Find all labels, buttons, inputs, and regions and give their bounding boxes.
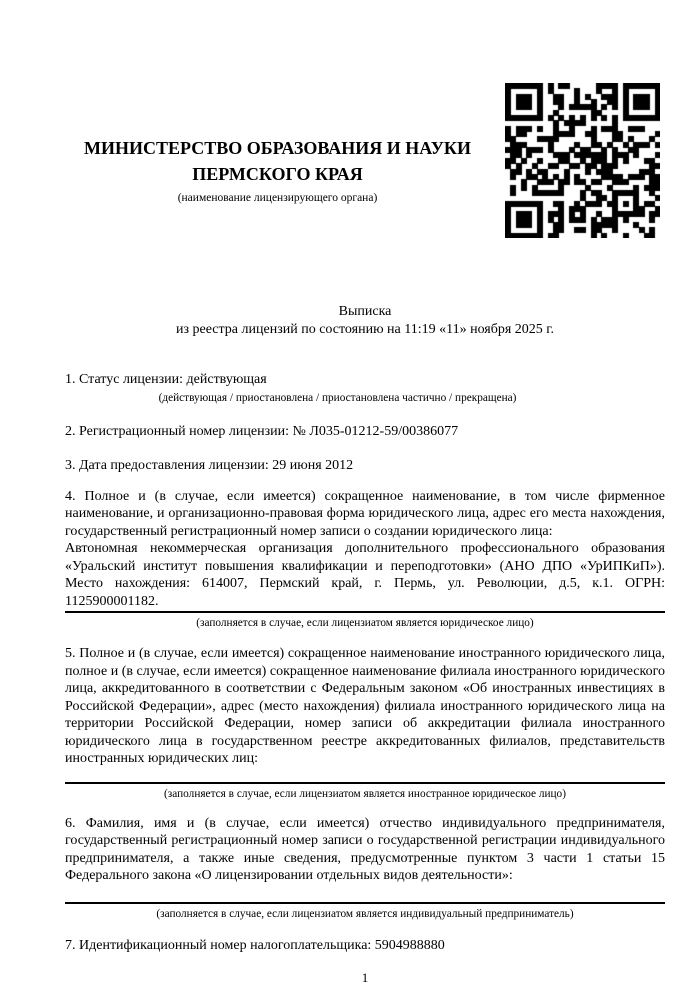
- item-7-taxpayer-number: 7. Идентификационный номер налогоплательщика: 5904988880: [65, 937, 445, 953]
- ministry-name-caption: (наименование лицензирующего органа): [177, 192, 378, 204]
- ministry-name-line2: ПЕРМСКОГО КРАЯ: [192, 164, 363, 184]
- page-number: 1: [361, 970, 369, 985]
- document-title-line1: Выписка: [338, 304, 392, 319]
- item-5-foreign-entity-label: 5. Полное и (в случае, если имеется) сокращенное наименование иностранного юридического лица, полное и (в случае, если имеется) сокращенное наименование филиала иностранного юридического лица, аккредитованного в соответствии с Федеральным законом «Об иностранных инвестициях в Российской Федерации», адрес (место нахождения) филиала иностранного юридического лица на территории Российской Федерации, номер записи об аккредитации филиала иностранного юридического лица в государственном реестре аккредитованных филиалов, представительств иностранных юридических лиц:: [65, 646, 665, 766]
- item-4-legal-entity-label: 4. Полное и (в случае, если имеется) сокращенное наименование, в том числе фирменное наименование, и организационно-правовая форма юридического лица, адрес его места нахождения, государственный регистрационный номер записи о создании юридического лица:: [65, 488, 665, 539]
- item-4-legal-entity-value: Автономная некоммерческая организация дополнительного профессионального образования «Уральский институт повышения квалификации и переподготовки» (АНО ДПО «УрИПКиП»). Место нахождения: 614007, Пермский край, г. Пермь, ул. Революции, д.5, к.1. ОГРН: 1125900001182.: [65, 541, 665, 609]
- item-4-note: (заполняется в случае, если лицензиатом является юридическое лицо): [196, 617, 534, 629]
- document-title: [65, 303, 665, 339]
- item-6-note: (заполняется в случае, если лицензиатом является индивидуальный предприниматель): [156, 907, 574, 920]
- item-4-fill-line: [65, 611, 665, 613]
- item-3-license-date: 3. Дата предоставления лицензии: 29 июня 2012: [65, 458, 354, 473]
- item-5-fill-line: [65, 782, 665, 784]
- licensing-authority-header: [65, 135, 490, 205]
- item-1-license-status: 1. Статус лицензии: действующая: [65, 372, 267, 387]
- item-5-note: (заполняется в случае, если лицензиатом является иностранное юридическое лицо): [164, 787, 566, 800]
- item-6-fill-line: [65, 902, 665, 904]
- item-2-registration-number: 2. Регистрационный номер лицензии: № Л035-01212-59/00386077: [65, 423, 459, 439]
- document-content: [0, 135, 700, 986]
- qr-code-icon: [505, 83, 660, 238]
- item-6-entrepreneur-label: 6. Фамилия, имя и (в случае, если имеется) отчество индивидуального предпринимателя, государственный регистрационный номер записи о государственной регистрации индивидуального предпринимателя, а также иные сведения, предусмотренные пунктом 3 части 1 статьи 15 Федерального закона «О лицензировании отдельных видов деятельности»:: [65, 815, 665, 883]
- document-title-line2: из реестра лицензий по состоянию на 11:19 «11» ноября 2025 г.: [176, 322, 554, 337]
- ministry-name-line1: МИНИСТЕРСТВО ОБРАЗОВАНИЯ И НАУКИ: [84, 138, 471, 158]
- item-1-note: (действующая / приостановлена / приостановлена частично / прекращена): [158, 391, 517, 404]
